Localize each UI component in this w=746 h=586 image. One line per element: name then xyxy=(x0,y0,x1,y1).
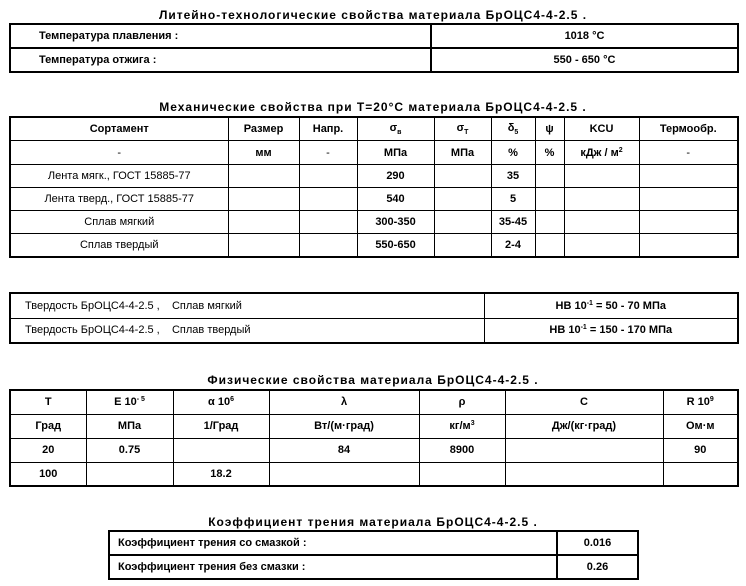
friction-dry-value: 0.26 xyxy=(557,555,638,579)
col-psi: ψ xyxy=(535,117,564,141)
mechanical-title: Механические свойства при Т=20°С материала БрОЦС4-4-2.5 . xyxy=(159,100,587,114)
col-delta: $\delta_5$ xyxy=(491,117,535,141)
header-row: T E $10^{- 5}$ α $10^6$ λ ρ C R $10^9$ xyxy=(10,390,738,414)
units-row: Град МПа 1/Град Вт/(м·град) $кг/м^3$ Дж/(кг·град) Ом·м xyxy=(10,414,738,438)
table-row xyxy=(10,24,738,48)
hardness-value: HB $10^{-1} = 150 - 170$ МПа xyxy=(484,318,738,343)
hardness-value: HB $10^{-1} = 50 - 70$ МПа xyxy=(484,293,738,318)
friction-table xyxy=(108,530,639,580)
mechanical-table xyxy=(9,116,739,258)
friction-lubricated-value: 0.016 xyxy=(557,531,638,555)
header-row xyxy=(10,117,738,141)
units-row: - мм - МПа МПа % % кДж / $м^2$ - xyxy=(10,141,738,165)
casting-table xyxy=(9,23,739,73)
table-row: Лента мягк., ГОСТ 15885-77 290 35 xyxy=(10,165,738,188)
hardness-material: Твердость БрОЦС4-4-2.5 , xyxy=(25,299,160,312)
hardness-state: Сплав твердый xyxy=(171,324,251,337)
physical-table xyxy=(9,389,739,487)
table-row: 100 18.2 xyxy=(10,462,738,486)
col-direction: Напр. xyxy=(299,117,357,141)
col-size: Размер xyxy=(228,117,299,141)
table-row xyxy=(10,48,738,72)
table-row: 20 0.75 84 8900 90 xyxy=(10,438,738,462)
melting-temp-label: Температура плавления : xyxy=(10,24,431,48)
table-row xyxy=(10,318,738,343)
col-sigma-t: $\sigma_T$ xyxy=(434,117,491,141)
hardness-material: Твердость БрОЦС4-4-2.5 , xyxy=(25,324,160,337)
friction-dry-label: Коэффициент трения без смазки : xyxy=(109,555,557,579)
col-sigma-b: $\sigma_в$ xyxy=(357,117,434,141)
table-row xyxy=(109,531,638,555)
col-kcu: KCU xyxy=(564,117,639,141)
physical-title: Физические свойства материала БрОЦС4-4-2.5 . xyxy=(207,373,539,387)
col-assortment: Сортамент xyxy=(10,117,228,141)
annealing-temp-label: Температура отжига : xyxy=(10,48,431,72)
table-row: Лента тверд., ГОСТ 15885-77 540 5 xyxy=(10,188,738,211)
table-row: Сплав мягкий 300-350 35-45 xyxy=(10,211,738,234)
friction-lubricated-label: Коэффициент трения со смазкой : xyxy=(109,531,557,555)
table-row xyxy=(109,555,638,579)
annealing-temp-value: 550 - 650 °C xyxy=(431,48,738,72)
melting-temp-value: 1018 °C xyxy=(431,24,738,48)
hardness-table xyxy=(9,292,739,344)
table-row: Сплав твердый 550-650 2-4 xyxy=(10,234,738,258)
hardness-state: Сплав мягкий xyxy=(171,299,242,312)
table-row xyxy=(10,293,738,318)
col-heat-treatment: Термообр. xyxy=(639,117,738,141)
casting-title: Литейно-технологические свойства материала БрОЦС4-4-2.5 . xyxy=(158,8,588,22)
friction-title: Коэффициент трения материала БрОЦС4-4-2.5 . xyxy=(208,515,538,529)
